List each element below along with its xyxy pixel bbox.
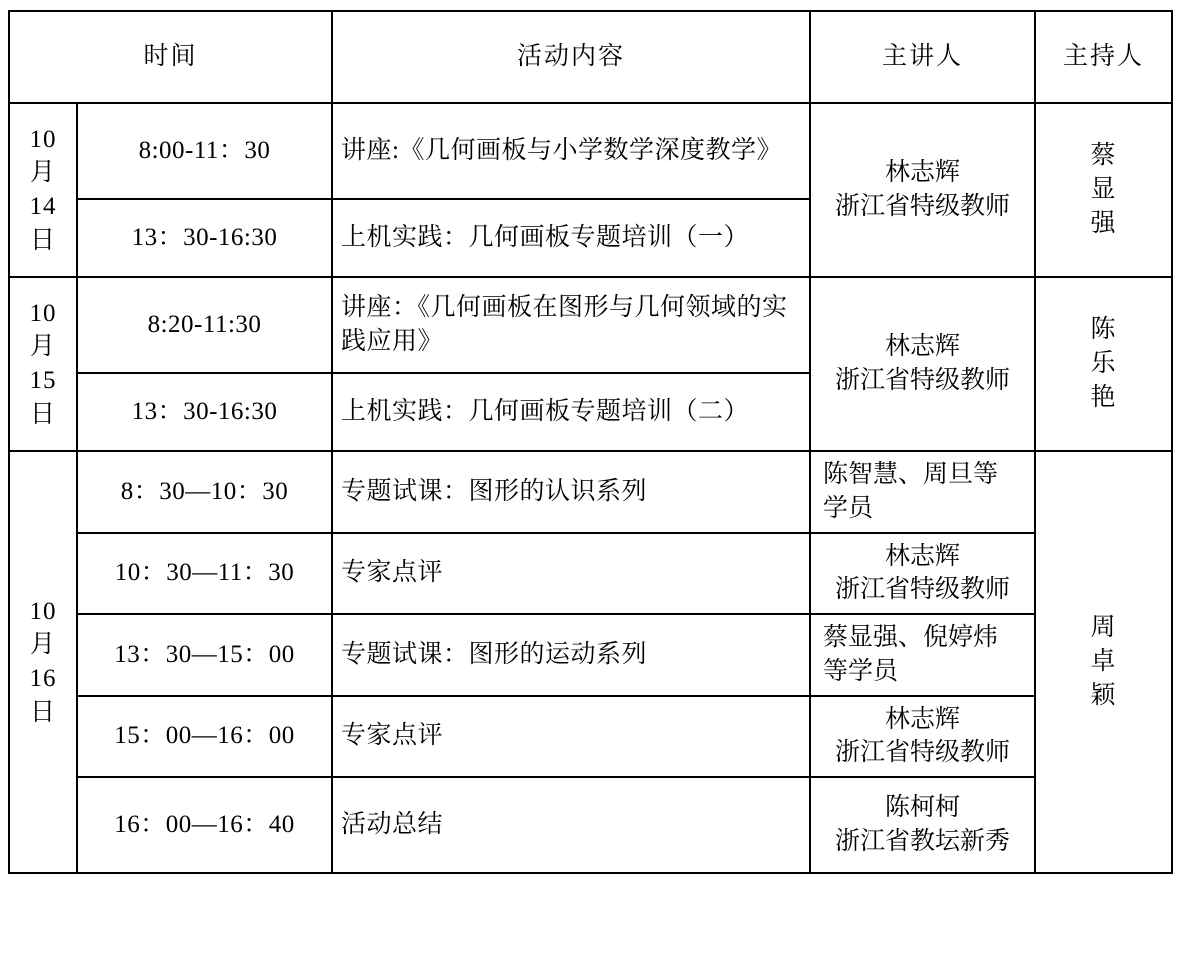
host-part: 周 bbox=[1090, 614, 1117, 642]
speaker-cell bbox=[810, 614, 1035, 696]
speaker-name: 林志辉 bbox=[885, 705, 961, 733]
time-cell: 13：30-16:30 bbox=[77, 373, 332, 451]
date-part: 月 bbox=[29, 333, 56, 361]
activity-cell: 讲座：《几何画板在图形与几何领域的实践应用》 bbox=[332, 277, 810, 373]
time-cell: 13：30-16:30 bbox=[77, 199, 332, 277]
host-part: 显 bbox=[1090, 176, 1117, 204]
table-row bbox=[9, 277, 1172, 373]
schedule-table bbox=[8, 10, 1173, 874]
table-row bbox=[9, 103, 1172, 199]
header-speaker: 主讲人 bbox=[810, 11, 1035, 103]
host-part: 蔡 bbox=[1090, 142, 1117, 170]
time-cell: 8：30—10：30 bbox=[77, 451, 332, 533]
date-cell-day1 bbox=[9, 103, 77, 277]
speaker-cell bbox=[810, 451, 1035, 533]
date-part: 15 bbox=[29, 367, 57, 394]
speaker-title: 浙江省特级教师 bbox=[835, 739, 1011, 767]
table-header-row bbox=[9, 11, 1172, 103]
header-host: 主持人 bbox=[1035, 11, 1172, 103]
speaker-cell-day1 bbox=[810, 103, 1035, 277]
date-part: 月 bbox=[29, 631, 56, 659]
table-row bbox=[9, 696, 1172, 778]
speaker-cell bbox=[810, 533, 1035, 615]
speaker-name: 陈柯柯 bbox=[885, 794, 961, 822]
activity-cell: 活动总结 bbox=[332, 777, 810, 873]
date-part: 10 bbox=[29, 299, 57, 327]
speaker-title: 等学员 bbox=[823, 657, 899, 685]
activity-cell: 专题试课：图形的运动系列 bbox=[332, 614, 810, 696]
time-cell: 10：30—11：30 bbox=[77, 533, 332, 615]
date-part: 日 bbox=[29, 400, 56, 428]
host-cell-day1 bbox=[1035, 103, 1172, 277]
date-cell-day2 bbox=[9, 277, 77, 451]
speaker-name: 林志辉 bbox=[885, 159, 961, 187]
date-part: 14 bbox=[29, 193, 57, 220]
host-part: 艳 bbox=[1090, 383, 1117, 411]
time-cell: 8:20-11:30 bbox=[77, 277, 332, 373]
speaker-cell bbox=[810, 777, 1035, 873]
header-time: 时间 bbox=[9, 11, 332, 103]
activity-cell: 专家点评 bbox=[332, 696, 810, 778]
time-cell: 8:00-11：30 bbox=[77, 103, 332, 199]
date-part: 10 bbox=[29, 597, 57, 625]
host-cell-day3 bbox=[1035, 451, 1172, 873]
activity-cell: 上机实践：几何画板专题培训（一） bbox=[332, 199, 810, 277]
time-cell: 16：00—16：40 bbox=[77, 777, 332, 873]
speaker-cell-day2 bbox=[810, 277, 1035, 451]
time-cell: 13：30—15：00 bbox=[77, 614, 332, 696]
activity-cell: 专题试课：图形的认识系列 bbox=[332, 451, 810, 533]
speaker-name: 蔡显强、倪婷炜 bbox=[823, 624, 999, 651]
speaker-title: 浙江省特级教师 bbox=[835, 193, 1011, 220]
date-cell-day3 bbox=[9, 451, 77, 873]
table-row bbox=[9, 451, 1172, 533]
speaker-cell bbox=[810, 696, 1035, 778]
speaker-name: 林志辉 bbox=[885, 333, 961, 361]
host-cell-day2 bbox=[1035, 277, 1172, 451]
host-part: 陈 bbox=[1090, 316, 1117, 344]
speaker-title: 浙江省教坛新秀 bbox=[835, 828, 1011, 855]
host-part: 强 bbox=[1090, 209, 1117, 237]
speaker-name: 林志辉 bbox=[885, 542, 961, 570]
activity-cell: 讲座:《几何画板与小学数学深度教学》 bbox=[332, 103, 810, 199]
header-activity: 活动内容 bbox=[332, 11, 810, 103]
date-part: 月 bbox=[29, 159, 56, 187]
date-part: 日 bbox=[29, 226, 56, 254]
date-part: 10 bbox=[29, 125, 57, 153]
activity-cell: 专家点评 bbox=[332, 533, 810, 615]
table-row bbox=[9, 614, 1172, 696]
table-row bbox=[9, 777, 1172, 873]
activity-cell: 上机实践：几何画板专题培训（二） bbox=[332, 373, 810, 451]
speaker-name: 陈智慧、周旦等 bbox=[823, 461, 999, 488]
date-part: 日 bbox=[29, 698, 56, 726]
speaker-title: 学员 bbox=[823, 494, 874, 522]
table-row bbox=[9, 533, 1172, 615]
host-part: 颖 bbox=[1090, 681, 1117, 709]
speaker-title: 浙江省特级教师 bbox=[835, 576, 1011, 604]
date-part: 16 bbox=[29, 665, 57, 692]
speaker-title: 浙江省特级教师 bbox=[835, 367, 1011, 394]
host-part: 乐 bbox=[1090, 350, 1117, 378]
host-part: 卓 bbox=[1090, 648, 1117, 676]
time-cell: 15：00—16：00 bbox=[77, 696, 332, 778]
